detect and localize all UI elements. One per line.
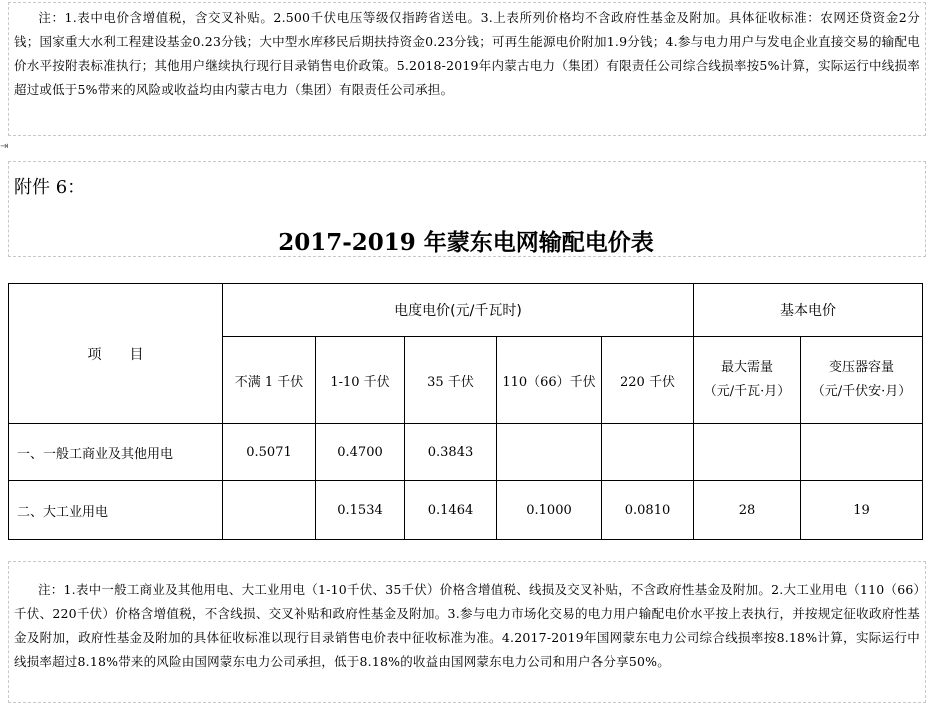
voltage-col-header: 1-10 千伏 <box>316 337 405 424</box>
voltage-col-header: 不满 1 千伏 <box>223 337 316 424</box>
table-cell <box>694 424 801 481</box>
table-cell: 0.0810 <box>602 481 694 540</box>
transformer-capacity-unit: （元/千伏安·月） <box>811 384 912 399</box>
tariff-table <box>8 283 923 540</box>
voltage-col-header: 220 千伏 <box>602 337 694 424</box>
table-cell <box>801 424 923 481</box>
table-row <box>9 424 923 481</box>
table-row <box>9 481 923 540</box>
max-demand-unit: （元/千瓦·月） <box>703 384 791 399</box>
voltage-col-header: 110（66）千伏 <box>497 337 602 424</box>
annex-label: 附件 6： <box>14 177 86 198</box>
header-row-1 <box>9 284 923 337</box>
note-top: 注：1.表中电价含增值税，含交叉补贴。2.500千伏电压等级仅指跨省送电。3.上表所列价格均不含政府性基金及附加。具体征收标准：农网还贷资金2分钱；国家重大水利工程建设基金0.23分钱；大中型水库移民后期扶持资金0.23分钱；可再生能源电价附加1.9分钱；4.参与电力用户与发电企业直接交易的输配电价水平按附表标准执行；其他用户继续执行现行目录销售电价政策。5.2018-2019年内蒙古电力（集团）有限责任公司综合线损率按5%计算，实际运行中线损率超过或低于5%带来的风险或收益均由内蒙古电力（集团）有限责任公司承担。 <box>14 10 920 97</box>
max-demand-name: 最大需量 <box>720 360 773 375</box>
page-title: 2017-2019 年蒙东电网输配电价表 <box>278 229 654 256</box>
row-label: 一、一般工商业及其他用电 <box>9 424 223 481</box>
table-cell: 0.1534 <box>316 481 405 540</box>
table-cell: 0.1000 <box>497 481 602 540</box>
transformer-capacity-header <box>801 337 923 424</box>
voltage-col-header: 35 千伏 <box>405 337 497 424</box>
max-demand-header <box>694 337 801 424</box>
table-cell: 28 <box>694 481 801 540</box>
margin-arrow-icon: ⇥ <box>0 141 9 152</box>
basic-price-header: 基本电价 <box>694 284 923 337</box>
table-cell: 0.5071 <box>223 424 316 481</box>
item-header: 项 目 <box>9 284 223 424</box>
table-cell <box>223 481 316 540</box>
note-bottom: 注：1.表中一般工商业及其他用电、大工业用电（1-10千伏、35千伏）价格含增值税、线损及交叉补贴，不含政府性基金及附加。2.大工业用电（110（66）千伏、220千伏）价格含增值税，不含线损、交叉补贴和政府性基金及附加。3.参与电力市场化交易的电力用户输配电价水平按上表执行，并按规定征收政府性基金及附加，政府性基金及附加的具体征收标准以现行目录销售电价表中征收标准为准。4.2017-2019年国网蒙东电力公司综合线损率按8.18%计算，实际运行中线损率超过8.18%带来的风险由国网蒙东电力公司承担，低于8.18%的收益由国网蒙东电力公司和用户各分享50%。 <box>14 582 920 669</box>
transformer-capacity-name: 变压器容量 <box>828 360 894 375</box>
table-cell: 0.1464 <box>405 481 497 540</box>
table-cell <box>497 424 602 481</box>
table-cell: 19 <box>801 481 923 540</box>
table-cell <box>602 424 694 481</box>
energy-price-header: 电度电价(元/千瓦时) <box>223 284 694 337</box>
table-cell: 0.4700 <box>316 424 405 481</box>
row-label: 二、大工业用电 <box>9 481 223 540</box>
table-cell: 0.3843 <box>405 424 497 481</box>
